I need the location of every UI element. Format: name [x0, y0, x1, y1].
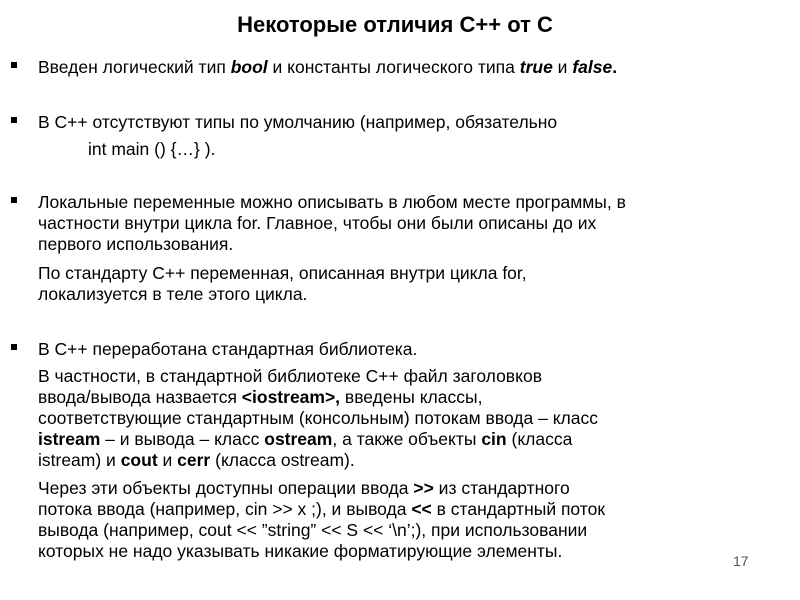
paragraph-operators-line1: [38, 478, 790, 499]
text: (класса ostream).: [210, 450, 355, 470]
text: введены классы,: [340, 387, 483, 407]
keyword-ostream: ostream: [264, 429, 333, 449]
paragraph-operators-line2: [38, 499, 790, 520]
text: из стандартного: [433, 478, 570, 498]
paragraph-iostream-line2: [38, 387, 790, 408]
keyword-istream: istream: [38, 429, 101, 449]
text: – и вывода – класс: [100, 429, 265, 449]
text: .: [612, 57, 618, 77]
paragraph-operators-line4: которых не надо указывать никакие форматирующие элементы.: [38, 541, 563, 561]
paragraph-iostream-line3: соответствующие стандартным (консольным) потокам ввода – класс: [38, 408, 598, 428]
bullet-marker: [11, 197, 17, 203]
text: и: [552, 57, 573, 77]
paragraph-default-types-line2: int main () {…} ).: [88, 139, 216, 159]
keyword-bool: bool: [230, 57, 268, 77]
keyword-cout: cout: [120, 450, 158, 470]
paragraph-stdlib: В С++ переработана стандартная библиотека.: [38, 339, 418, 359]
paragraph-bool: [38, 57, 790, 78]
paragraph-iostream-line4: [38, 429, 790, 450]
text: и: [157, 450, 178, 470]
keyword-cerr: cerr: [177, 450, 211, 470]
text: istream) и: [38, 450, 121, 470]
text: потока ввода (например, cin >> x ;), и вывода: [38, 499, 412, 519]
paragraph-local-vars-line2: частности внутри цикла for. Главное, чтобы они были описаны до их: [38, 213, 597, 233]
text: Через эти объекты доступны операции ввода: [38, 478, 414, 498]
bullet-marker: [11, 344, 17, 350]
text: (класса: [506, 429, 573, 449]
paragraph-local-vars-line1: Локальные переменные можно описывать в любом месте программы, в: [38, 192, 626, 212]
paragraph-local-vars-line3: первого использования.: [38, 234, 234, 254]
bullet-marker: [11, 117, 17, 123]
page-number: 17: [733, 553, 749, 569]
paragraph-for-scope-line2: локализуется в теле этого цикла.: [38, 284, 308, 304]
text: Введен логический тип: [38, 57, 231, 77]
bullet-marker: [11, 62, 17, 68]
paragraph-iostream-line5: [38, 450, 790, 471]
paragraph-operators-line3: вывода (например, cout << ”string” << S << ‘\n’;), при использовании: [38, 520, 588, 540]
text: в стандартный поток: [431, 499, 605, 519]
text: , а также объекты: [332, 429, 482, 449]
operator-input: >>: [413, 478, 434, 498]
slide-title: Некоторые отличия С++ от С: [237, 12, 553, 37]
text: и константы логического типа: [267, 57, 520, 77]
paragraph-for-scope-line1: По стандарту С++ переменная, описанная внутри цикла for,: [38, 263, 527, 283]
keyword-iostream: <iostream>,: [241, 387, 341, 407]
operator-output: <<: [411, 499, 432, 519]
paragraph-default-types-line1: В С++ отсутствуют типы по умолчанию (например, обязательно: [38, 112, 558, 132]
text: ввода/вывода назвается: [38, 387, 242, 407]
keyword-false: false: [572, 57, 613, 77]
keyword-true: true: [519, 57, 553, 77]
keyword-cin: cin: [481, 429, 507, 449]
paragraph-iostream-line1: В частности, в стандартной библиотеке С++ файл заголовков: [38, 366, 542, 386]
